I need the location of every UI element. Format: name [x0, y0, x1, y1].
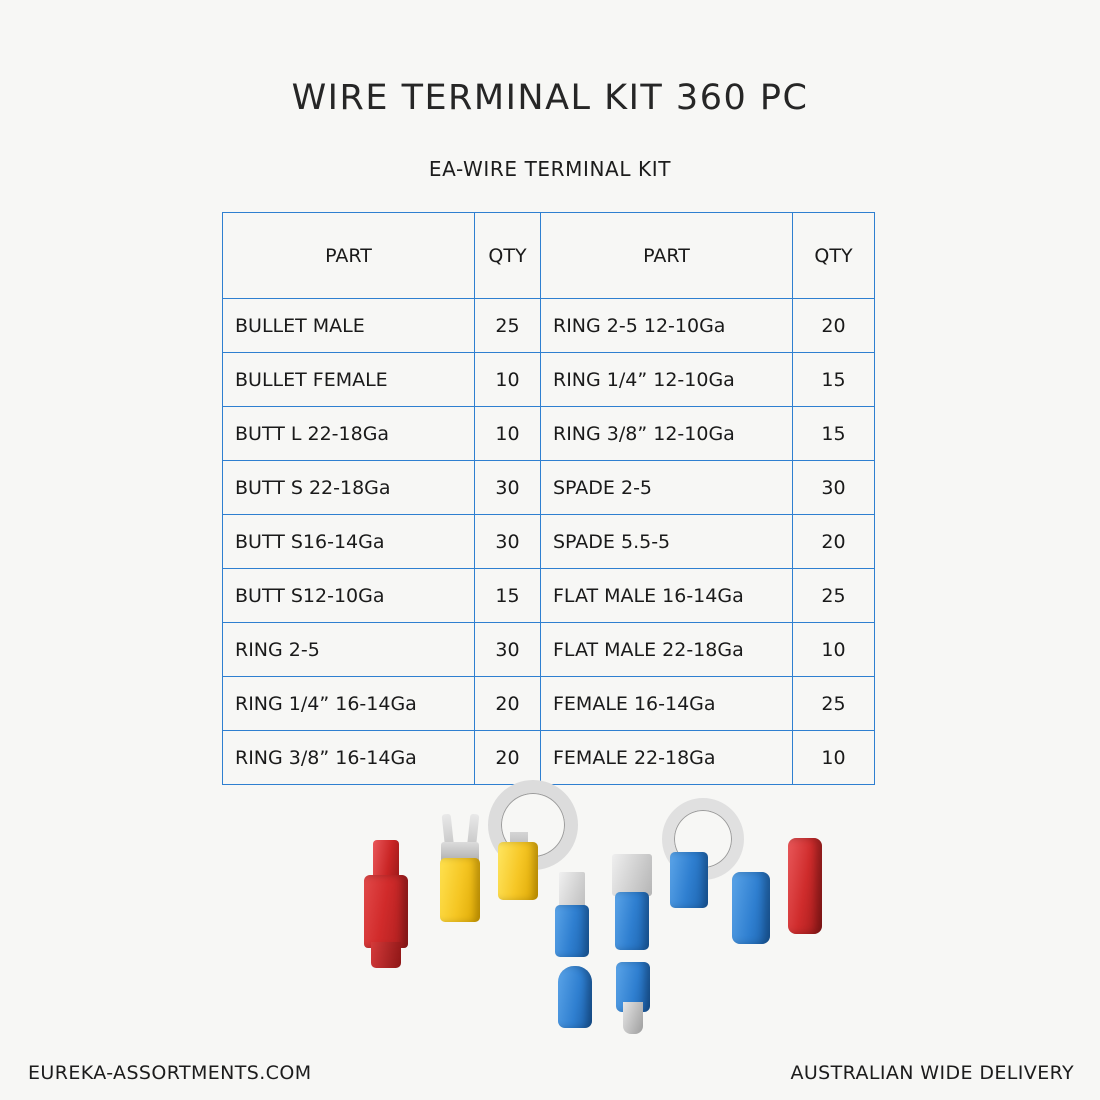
table-header-row [223, 213, 875, 299]
part-qty: 25 [793, 569, 875, 623]
part-name: RING 2-5 12-10Ga [541, 299, 793, 353]
part-qty: 10 [475, 407, 541, 461]
part-qty: 15 [475, 569, 541, 623]
table-row [223, 569, 875, 623]
part-qty: 15 [793, 407, 875, 461]
header-qty-left: QTY [475, 213, 541, 299]
page-title: WIRE TERMINAL KIT 360 PC [291, 78, 809, 118]
table-row [223, 407, 875, 461]
part-qty: 25 [793, 677, 875, 731]
blue-flat-female-terminal-icon [615, 892, 649, 950]
parts-table [222, 212, 875, 785]
red-butt-splice-icon [788, 838, 822, 934]
table-row [223, 461, 875, 515]
part-name: BUTT S 22-18Ga [223, 461, 475, 515]
part-qty: 10 [793, 623, 875, 677]
product-photo [340, 780, 760, 1045]
table-row [223, 299, 875, 353]
footer-website: EUREKA-ASSORTMENTS.COM [28, 1062, 312, 1084]
table-row [223, 731, 875, 785]
part-qty: 30 [475, 461, 541, 515]
part-qty: 20 [793, 515, 875, 569]
red-flat-female-terminal-tip-icon [373, 840, 399, 880]
part-name: BUTT S12-10Ga [223, 569, 475, 623]
part-name: BUTT S16-14Ga [223, 515, 475, 569]
red-flat-female-terminal-neck-icon [371, 942, 401, 968]
part-name: SPADE 2-5 [541, 461, 793, 515]
part-qty: 15 [793, 353, 875, 407]
part-name: BULLET FEMALE [223, 353, 475, 407]
part-name: FLAT MALE 16-14Ga [541, 569, 793, 623]
blue-butt-splice-icon [732, 872, 770, 944]
yellow-spade-terminal-icon [440, 858, 480, 922]
table-row [223, 623, 875, 677]
part-qty: 20 [793, 299, 875, 353]
part-name: RING 3/8” 16-14Ga [223, 731, 475, 785]
parts-table-container [222, 212, 874, 785]
red-flat-female-terminal-icon [364, 875, 408, 948]
part-name: FLAT MALE 22-18Ga [541, 623, 793, 677]
header-part-left: PART [223, 213, 475, 299]
part-qty: 30 [475, 623, 541, 677]
part-name: FEMALE 22-18Ga [541, 731, 793, 785]
part-name: RING 1/4” 12-10Ga [541, 353, 793, 407]
part-name: BULLET MALE [223, 299, 475, 353]
part-qty: 20 [475, 731, 541, 785]
part-name: RING 1/4” 16-14Ga [223, 677, 475, 731]
part-name: RING 2-5 [223, 623, 475, 677]
blue-ring-terminal-icon [670, 852, 708, 908]
table-row [223, 353, 875, 407]
blue-flat-male-terminal-icon [555, 905, 589, 957]
header-part-right: PART [541, 213, 793, 299]
part-name: RING 3/8” 12-10Ga [541, 407, 793, 461]
blue-bullet-male-pin-icon [623, 1002, 643, 1034]
part-qty: 10 [475, 353, 541, 407]
page-subtitle: EA-WIRE TERMINAL KIT [428, 157, 672, 181]
footer-delivery: AUSTRALIAN WIDE DELIVERY [790, 1062, 1074, 1084]
blue-flat-female-tab-icon [612, 854, 652, 896]
part-name: FEMALE 16-14Ga [541, 677, 793, 731]
part-name: SPADE 5.5-5 [541, 515, 793, 569]
blue-bullet-female-terminal-icon [558, 966, 592, 1028]
parts-table-body [223, 213, 875, 785]
header-qty-right: QTY [793, 213, 875, 299]
part-qty: 10 [793, 731, 875, 785]
part-qty: 30 [475, 515, 541, 569]
table-row [223, 677, 875, 731]
part-qty: 20 [475, 677, 541, 731]
part-qty: 25 [475, 299, 541, 353]
yellow-ring-terminal-icon [498, 842, 538, 900]
part-name: BUTT L 22-18Ga [223, 407, 475, 461]
table-row [223, 515, 875, 569]
part-qty: 30 [793, 461, 875, 515]
